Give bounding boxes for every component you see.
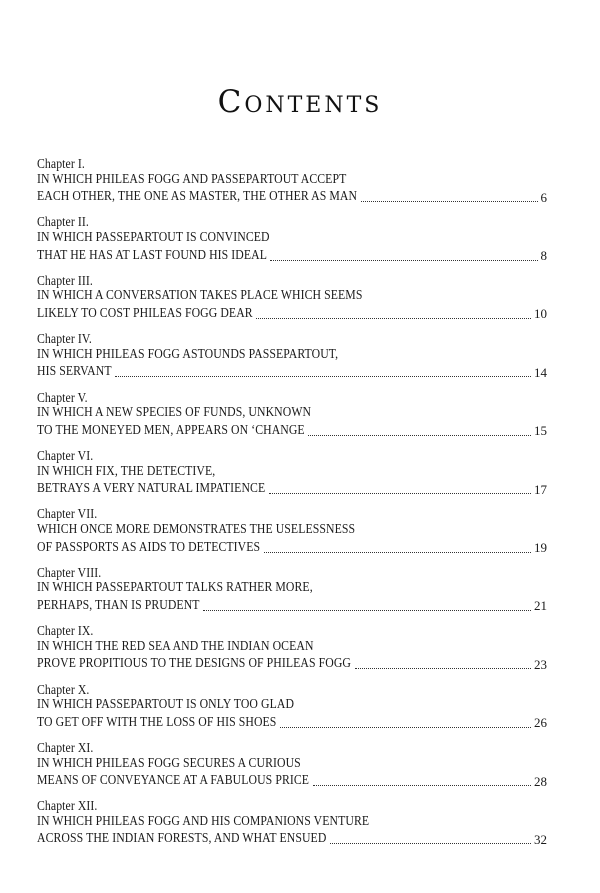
- chapter-label: Chapter V.: [37, 390, 88, 406]
- chapter-heading-line-2: TO THE MONEYED MEN, APPEARS ON ‘CHANGE: [37, 422, 305, 438]
- toc-entry-chapter-9[interactable]: [37, 625, 547, 683]
- chapter-heading-line-2-row: [37, 246, 547, 264]
- page-number: 32: [534, 831, 547, 847]
- toc-entry-chapter-2[interactable]: [37, 216, 547, 274]
- chapter-heading-line-2: TO GET OFF WITH THE LOSS OF HIS SHOES: [37, 714, 277, 730]
- dot-leader: [330, 842, 531, 844]
- toc-entry-chapter-12[interactable]: [37, 800, 547, 858]
- chapter-heading-line-1: IN WHICH PHILEAS FOGG AND HIS COMPANIONS VENTURE: [37, 813, 370, 829]
- toc-entry-chapter-11[interactable]: [37, 742, 547, 800]
- page-number: 6: [540, 189, 547, 205]
- chapter-heading-line-1: IN WHICH PHILEAS FOGG ASTOUNDS PASSEPARTOUT,: [37, 346, 339, 362]
- chapter-heading-line-1: IN WHICH A NEW SPECIES OF FUNDS, UNKNOWN: [37, 405, 312, 421]
- dot-leader: [361, 200, 538, 202]
- chapter-label: Chapter VIII.: [37, 565, 102, 581]
- dot-leader: [308, 434, 531, 436]
- dot-leader: [264, 551, 531, 553]
- chapter-heading-line-2-row: [37, 421, 547, 439]
- chapter-heading-line-1: IN WHICH PASSEPARTOUT IS ONLY TOO GLAD: [37, 697, 295, 713]
- chapter-label: Chapter XII.: [37, 799, 98, 815]
- page-title: Contents: [217, 84, 383, 120]
- table-of-contents: [37, 158, 547, 859]
- chapter-heading-line-1: WHICH ONCE MORE DEMONSTRATES THE USELESSNESS: [37, 521, 356, 537]
- chapter-label: Chapter IV.: [37, 332, 92, 348]
- toc-entry-chapter-5[interactable]: [37, 392, 547, 450]
- chapter-heading-line-2-row: [37, 362, 547, 380]
- chapter-label: Chapter VI.: [37, 448, 94, 464]
- chapter-heading-line-2-row: [37, 538, 547, 556]
- chapter-heading-line-2-row: [37, 304, 547, 322]
- chapter-heading-line-2: BETRAYS A VERY NATURAL IMPATIENCE: [37, 481, 266, 497]
- toc-entry-chapter-3[interactable]: [37, 275, 547, 333]
- dot-leader: [280, 726, 531, 728]
- page-number: 15: [534, 423, 547, 439]
- chapter-heading-line-1: IN WHICH THE RED SEA AND THE INDIAN OCEAN: [37, 638, 314, 654]
- chapter-heading-line-2: ACROSS THE INDIAN FORESTS, AND WHAT ENSUED: [37, 831, 327, 847]
- chapter-heading-line-2: THAT HE HAS AT LAST FOUND HIS IDEAL: [37, 247, 267, 263]
- chapter-heading-line-2-row: [37, 771, 547, 789]
- chapter-label: Chapter X.: [37, 682, 90, 698]
- chapter-label: Chapter XI.: [37, 740, 94, 756]
- page-number: 21: [534, 598, 547, 614]
- chapter-label: Chapter VII.: [37, 507, 98, 523]
- chapter-heading-line-1: IN WHICH PHILEAS FOGG SECURES A CURIOUS: [37, 755, 301, 771]
- page-number: 17: [534, 481, 547, 497]
- chapter-heading-line-1: IN WHICH PASSEPARTOUT TALKS RATHER MORE,: [37, 580, 313, 596]
- dot-leader: [256, 317, 531, 319]
- chapter-heading-line-2: EACH OTHER, THE ONE AS MASTER, THE OTHER AS MAN: [37, 189, 358, 205]
- chapter-heading-line-1: IN WHICH PHILEAS FOGG AND PASSEPARTOUT ACCEPT: [37, 171, 347, 187]
- dot-leader: [270, 259, 538, 261]
- page-number: 26: [534, 715, 547, 731]
- chapter-heading-line-2: PERHAPS, THAN IS PRUDENT: [37, 597, 200, 613]
- chapter-heading-line-2: OF PASSPORTS AS AIDS TO DETECTIVES: [37, 539, 261, 555]
- chapter-heading-line-2: PROVE PROPITIOUS TO THE DESIGNS OF PHILEAS FOGG: [37, 656, 352, 672]
- toc-entry-chapter-10[interactable]: [37, 684, 547, 742]
- toc-entry-chapter-6[interactable]: [37, 450, 547, 508]
- chapter-heading-line-1: IN WHICH FIX, THE DETECTIVE,: [37, 463, 216, 479]
- toc-entry-chapter-7[interactable]: [37, 508, 547, 566]
- chapter-heading-line-2-row: [37, 479, 547, 497]
- page-number: 23: [534, 656, 547, 672]
- chapter-heading-line-2: LIKELY TO COST PHILEAS FOGG DEAR: [37, 305, 253, 321]
- chapter-heading-line-2-row: [37, 187, 547, 205]
- page-number: 28: [534, 773, 547, 789]
- chapter-heading-line-2-row: [37, 829, 547, 847]
- page-number: 14: [534, 364, 547, 380]
- page-number: 10: [534, 306, 547, 322]
- chapter-heading-line-2: HIS SERVANT: [37, 364, 112, 380]
- chapter-heading-line-1: IN WHICH A CONVERSATION TAKES PLACE WHICH SEEMS: [37, 288, 363, 304]
- page-number: 19: [534, 539, 547, 555]
- toc-entry-chapter-4[interactable]: [37, 333, 547, 391]
- chapter-heading-line-2-row: [37, 654, 547, 672]
- dot-leader: [269, 492, 531, 494]
- chapter-label: Chapter IX.: [37, 624, 94, 640]
- chapter-label: Chapter II.: [37, 215, 89, 231]
- toc-entry-chapter-1[interactable]: [37, 158, 547, 216]
- toc-entry-chapter-8[interactable]: [37, 567, 547, 625]
- chapter-heading-line-2-row: [37, 596, 547, 614]
- chapter-label: Chapter III.: [37, 273, 93, 289]
- chapter-heading-line-2-row: [37, 713, 547, 731]
- chapter-heading-line-2: MEANS OF CONVEYANCE AT A FABULOUS PRICE: [37, 773, 310, 789]
- dot-leader: [115, 375, 531, 377]
- chapter-label: Chapter I.: [37, 157, 85, 172]
- page-number: 8: [540, 247, 547, 263]
- chapter-heading-line-1: IN WHICH PASSEPARTOUT IS CONVINCED: [37, 229, 270, 245]
- dot-leader: [355, 667, 531, 669]
- dot-leader: [313, 784, 531, 786]
- dot-leader: [203, 609, 531, 611]
